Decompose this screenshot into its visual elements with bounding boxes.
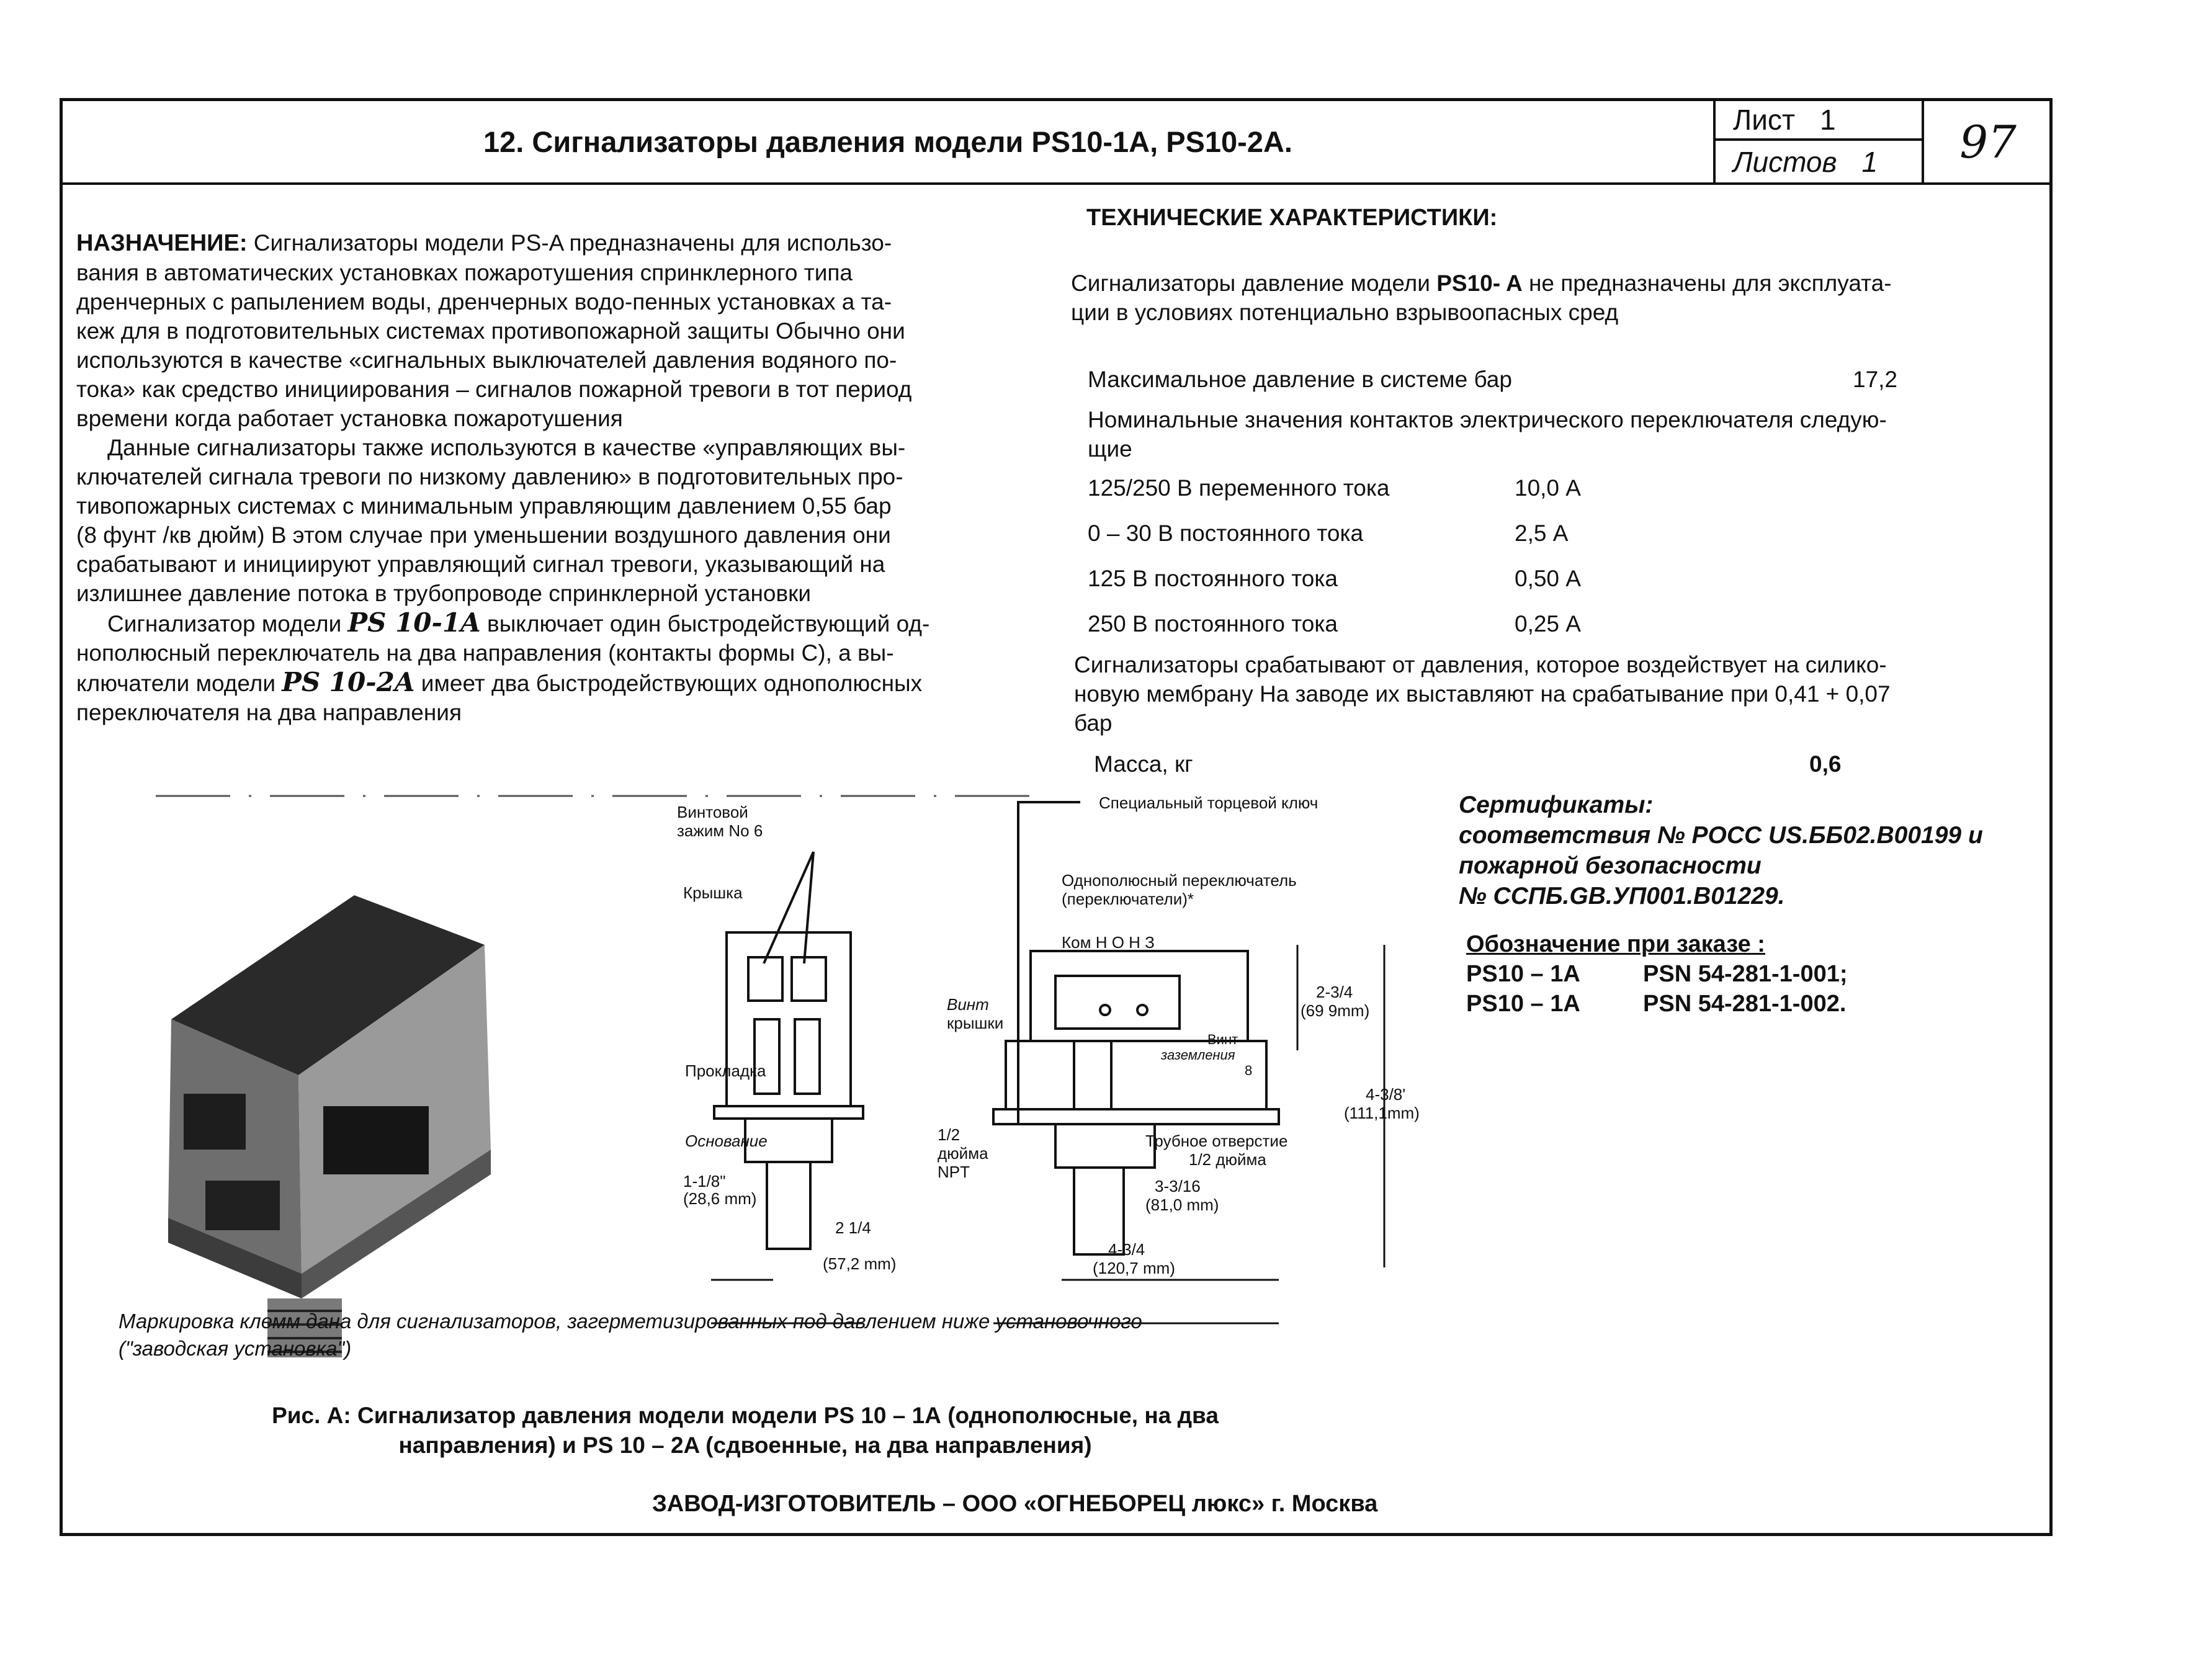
order-code: PSN 54-281-1-002. bbox=[1643, 991, 1847, 1017]
dimension-label: 4-3/8' bbox=[1366, 1085, 1406, 1104]
caption-line: Рис. А: Сигнализатор давления модели модели PS 10 – 1А (однополюсные, на два bbox=[272, 1403, 1219, 1428]
purpose-line: дренчерных с рапылением воды, дренчерных водо-пенных установках а та- bbox=[76, 289, 892, 315]
trigger-text bbox=[1074, 650, 2042, 738]
purpose-line: времени когда работает установка пожаротушения bbox=[76, 406, 623, 431]
purpose-heading: НАЗНАЧЕНИЕ: bbox=[76, 230, 248, 256]
text-span: ключатели модели bbox=[76, 671, 282, 696]
ratings-line: щие bbox=[1088, 436, 1132, 462]
sheet-label: Лист bbox=[1733, 104, 1795, 136]
trigger-line: новую мембрану На заводе их выставляют на срабатывание при 0,41 + 0,07 bbox=[1074, 681, 1891, 707]
label-pipe-hole: Трубное отверстие bbox=[1145, 1132, 1288, 1150]
purpose-line bbox=[76, 228, 1057, 258]
purpose-section bbox=[76, 228, 1057, 727]
sheet-row bbox=[1716, 101, 1922, 141]
text-span: не предназначены для эксплуата- bbox=[1522, 270, 1892, 296]
model-name: PS 10-1A bbox=[347, 607, 481, 638]
label-terminals: Ком Н О Н З bbox=[1062, 933, 1155, 952]
certificate-line: соответствия № РОСС US.ББ02.В00199 и bbox=[1459, 822, 1983, 849]
caption-line: направления) и PS 10 – 2A (сдвоенные, на два направления) bbox=[398, 1432, 1092, 1458]
note-line: ("заводская установка") bbox=[119, 1337, 352, 1360]
terminal-note bbox=[119, 1308, 1142, 1362]
dimension-label: 2 1/4 bbox=[835, 1218, 871, 1237]
ratings-intro bbox=[1088, 405, 2043, 463]
max-pressure-label: Максимальное давление в системе бар bbox=[1088, 367, 1512, 392]
label-cover: Крышка bbox=[683, 883, 743, 902]
label-half-inch: 1/2 bbox=[938, 1125, 960, 1144]
purpose-line: (8 фунт /кв дюйм) В этом случае при уменьшении воздушного давления они bbox=[76, 522, 891, 548]
purpose-line: кеж для в подготовительных системах противопожарной защиты Обычно они bbox=[76, 318, 905, 344]
document-frame bbox=[60, 98, 2053, 1536]
text-span: имеет два быстродействующих однополюсных bbox=[414, 671, 923, 696]
rating-label: 250 В постоянного тока bbox=[1088, 611, 1338, 637]
label-cover-screw: Винт bbox=[947, 995, 989, 1014]
certificate-line: № ССПБ.GB.УП001.В01229. bbox=[1459, 883, 1785, 909]
dimension-label: (69 9mm) bbox=[1301, 1001, 1370, 1020]
purpose-line: излишнее давление потока в трубопроводе спринклерной установки bbox=[76, 581, 811, 606]
label-half-inch: дюйма bbox=[938, 1144, 988, 1163]
label-base: Основание bbox=[685, 1132, 768, 1150]
dimension-label: (81,0 mm) bbox=[1145, 1195, 1219, 1214]
certificates bbox=[1459, 790, 1983, 911]
mass-label: Масса, кг bbox=[1094, 751, 1193, 777]
text-span: выключает один быстродействующий од- bbox=[480, 611, 930, 637]
dimension-label: (120,7 mm) bbox=[1093, 1259, 1175, 1277]
dimension-label: 2-3/4 bbox=[1316, 983, 1353, 1001]
purpose-line: вания в автоматических установках пожаротушения спринклерного типа bbox=[76, 260, 853, 285]
manufacturer-footer: ЗАВОД-ИЗГОТОВИТЕЛЬ – ООО «ОГНЕБОРЕЦ люкс» г. Москва bbox=[652, 1491, 1378, 1517]
model-name: PS 10-2A bbox=[282, 667, 415, 697]
label-ground-screw: 8 bbox=[1245, 1063, 1253, 1078]
purpose-line: нополюсный переключатель на два направления (контакты формы С), а вы- bbox=[76, 640, 894, 666]
order-model: PS10 – 1А bbox=[1466, 991, 1580, 1017]
ratings-line: Номинальные значения контактов электрического переключателя следую- bbox=[1088, 407, 1887, 432]
purpose-line bbox=[76, 608, 1057, 638]
rating-value: 10,0 А bbox=[1515, 475, 1581, 501]
specs-intro-line bbox=[1071, 269, 2039, 298]
label-cover-screw: крышки bbox=[947, 1014, 1004, 1032]
purpose-line bbox=[76, 668, 1057, 698]
document-title: 12. Сигнализаторы давления модели PS10-1А, PS10-2A. bbox=[483, 125, 1292, 158]
dimension-label: (28,6 mm) bbox=[683, 1189, 757, 1208]
specs-intro-line: ции в условиях потенциально взрывоопасных сред bbox=[1071, 300, 1619, 325]
rating-label: 125/250 В переменного тока bbox=[1088, 475, 1390, 501]
label-switch: Однополюсный переключатель bbox=[1062, 871, 1297, 890]
model-name: PS10- A bbox=[1436, 270, 1523, 296]
label-ground-screw: заземления bbox=[1161, 1047, 1235, 1063]
trigger-line: Сигнализаторы срабатывают от давления, которое воздействует на силико- bbox=[1074, 652, 1887, 677]
order-heading: Обозначение при заказе : bbox=[1466, 931, 1765, 957]
dimension-label: 3-3/16 bbox=[1155, 1177, 1201, 1195]
product-photo bbox=[168, 895, 491, 1357]
label-half-inch: NPT bbox=[938, 1163, 970, 1181]
label-pipe-hole: 1/2 дюйма bbox=[1189, 1150, 1266, 1169]
label-ground-screw: Винт bbox=[1207, 1032, 1238, 1047]
note-line: Маркировка клемм дана для сигнализаторов, загерметизированных под давлением ниже установочного bbox=[119, 1310, 1142, 1333]
label-screw-terminal: Винтовой bbox=[677, 803, 748, 821]
label-screw-terminal: зажим No 6 bbox=[677, 821, 763, 840]
sheet-info-box bbox=[1713, 101, 1924, 182]
purpose-line: используются в качестве «сигнальных выключателей давления водяного по- bbox=[76, 347, 897, 373]
order-code: PSN 54-281-1-001; bbox=[1643, 961, 1848, 987]
purpose-line: тивопожарных системах с минимальным управляющим давлением 0,55 бар bbox=[76, 493, 892, 519]
dimension-label: 4-3/4 bbox=[1108, 1240, 1145, 1259]
sheet-value: 1 bbox=[1819, 104, 1836, 136]
certificate-line: пожарной безопасности bbox=[1459, 852, 1762, 879]
text-span: Сигнализатор модели bbox=[107, 611, 348, 637]
rating-value: 2,5 А bbox=[1515, 521, 1569, 546]
purpose-line: тока» как средство инициирования – сигналов пожарной тревоги в тот период bbox=[76, 377, 912, 402]
rating-value: 0,50 А bbox=[1515, 566, 1581, 591]
text-span: Сигнализаторы давление модели bbox=[1071, 270, 1437, 296]
order-model: PS10 – 1А bbox=[1466, 961, 1580, 987]
dimension-label: (57,2 mm) bbox=[823, 1254, 897, 1273]
sheets-value: 1 bbox=[1861, 146, 1878, 178]
rating-value: 0,25 А bbox=[1515, 611, 1581, 637]
purpose-line: Данные сигнализаторы также используются в качестве «управляющих вы- bbox=[107, 435, 906, 460]
label-special-key: Специальный торцевой ключ bbox=[1099, 793, 1319, 812]
label-switch: (переключатели)* bbox=[1062, 890, 1194, 908]
title-block bbox=[63, 101, 2049, 185]
purpose-line: срабатывают и инициируют управляющий сигнал тревоги, указывающий на bbox=[76, 552, 885, 577]
page-number: 97 bbox=[1959, 115, 2017, 168]
purpose-line: ключателей сигнала тревоги по низкому давлению» в подготовительных про- bbox=[76, 464, 903, 489]
specs-intro bbox=[1071, 269, 2039, 327]
dimension-label: (111,1mm) bbox=[1344, 1104, 1420, 1122]
rating-label: 125 В постоянного тока bbox=[1088, 566, 1338, 591]
label-gasket: Прокладка bbox=[685, 1061, 766, 1080]
side-view-drawing bbox=[993, 802, 1279, 1254]
figure-caption bbox=[174, 1401, 1316, 1460]
order-designation bbox=[1466, 929, 1848, 1019]
sheets-label: Листов bbox=[1733, 146, 1837, 178]
order-row bbox=[1466, 959, 1848, 989]
sheets-row bbox=[1716, 142, 1922, 182]
order-row bbox=[1466, 989, 1848, 1019]
mass-value: 0,6 bbox=[1809, 751, 1842, 777]
rating-label: 0 – 30 В постоянного тока bbox=[1088, 521, 1364, 546]
certificates-heading: Сертификаты: bbox=[1459, 792, 1654, 818]
purpose-line: переключателя на два направления bbox=[76, 700, 462, 725]
trigger-line: бар bbox=[1074, 710, 1113, 736]
dimension-label: 1-1/8" bbox=[683, 1172, 726, 1191]
purpose-text: Сигнализаторы модели PS-A предназначены для использо- bbox=[253, 230, 892, 256]
specs-heading: ТЕХНИЧЕСКИЕ ХАРАКТЕРИСТИКИ: bbox=[1086, 205, 1498, 231]
max-pressure-value: 17,2 bbox=[1853, 367, 1898, 392]
